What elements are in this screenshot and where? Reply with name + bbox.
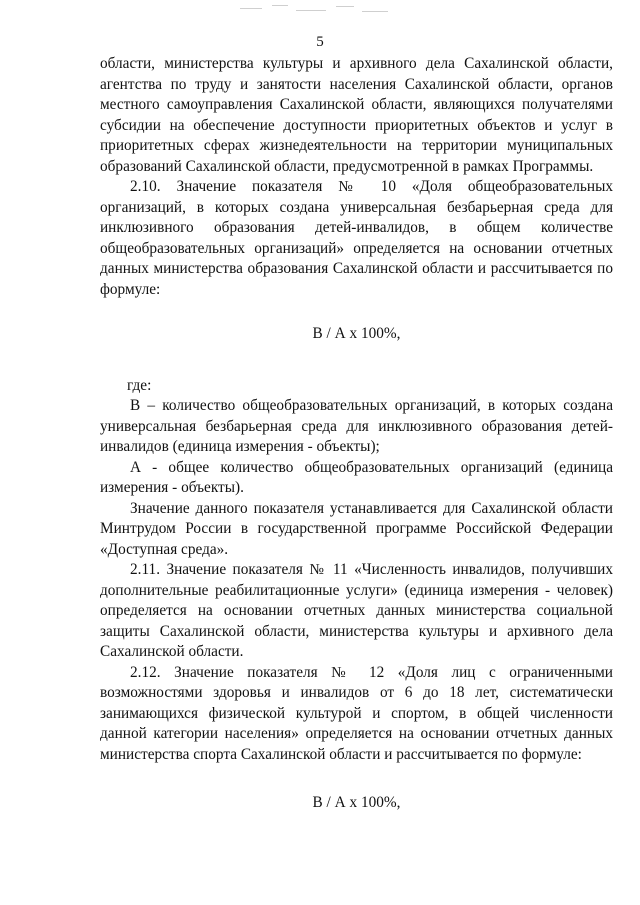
- paragraph-intro: области, министерства культуры и архивного дела Сахалинской области, агентства по труду и занятости населения Сахалинской области, органов местного самоуправления Сахалинской области, являющихся получателями субсидии на обеспечение доступности приоритетных объектов и услуг в приоритетных сферах жизнедеятельности на территории муниципальных образований Сахалинской области, предусмотренной в рамках Программы.: [100, 55, 613, 175]
- spacer: [100, 765, 613, 793]
- where-label: где:: [127, 376, 152, 394]
- formula-1: В / А x 100%,: [312, 325, 401, 342]
- definition-a: А - общее количество общеобразовательных организаций (единица измерения - объекты).: [100, 458, 613, 496]
- paragraph-value-set: Значение данного показателя устанавливается для Сахалинской области Минтрудом России в государственной программе Российской Федерации «Доступная среда».: [100, 499, 613, 558]
- spacer: [100, 300, 613, 324]
- scan-artifact: [232, 2, 402, 16]
- formula-2: В / А x 100%,: [312, 794, 401, 811]
- definition-b: В – количество общеобразовательных организаций, в которых создана универсальная безбарьерная среда для инклюзивного образования детей-инвалидов (единица измерения - объекты);: [100, 397, 613, 455]
- document-body: [100, 54, 613, 814]
- page-number: 5: [316, 34, 324, 50]
- paragraph-2-11: 2.11. Значение показателя № 11 «Численность инвалидов, получивших дополнительные реабилитационные услуги» (единица измерения - человек) определяется на основании отчетных данных министерства социальной защиты Сахалинской области, министерства культуры и архивного дела Сахалинской области.: [100, 561, 613, 660]
- spacer: [100, 345, 613, 376]
- paragraph-2-12: 2.12. Значение показателя № 12 «Доля лиц с ограниченными возможностями здоровья и инвалидов от 6 до 18 лет, систематически занимающихся физической культурой и спортом, в общей численности данной категории населения» определяется на основании отчетных данных министерства спорта Сахалинской области и рассчитывается по формуле:: [100, 663, 613, 763]
- paragraph-2-10: 2.10. Значение показателя № 10 «Доля общеобразовательных организаций, в которых создана универсальная безбарьерная среда для инклюзивного образования детей-инвалидов, в общем количестве общеобразовательных организаций» определяется на основании отчетных данных министерства образования Сахалинской области и рассчитывается по формуле:: [100, 178, 613, 298]
